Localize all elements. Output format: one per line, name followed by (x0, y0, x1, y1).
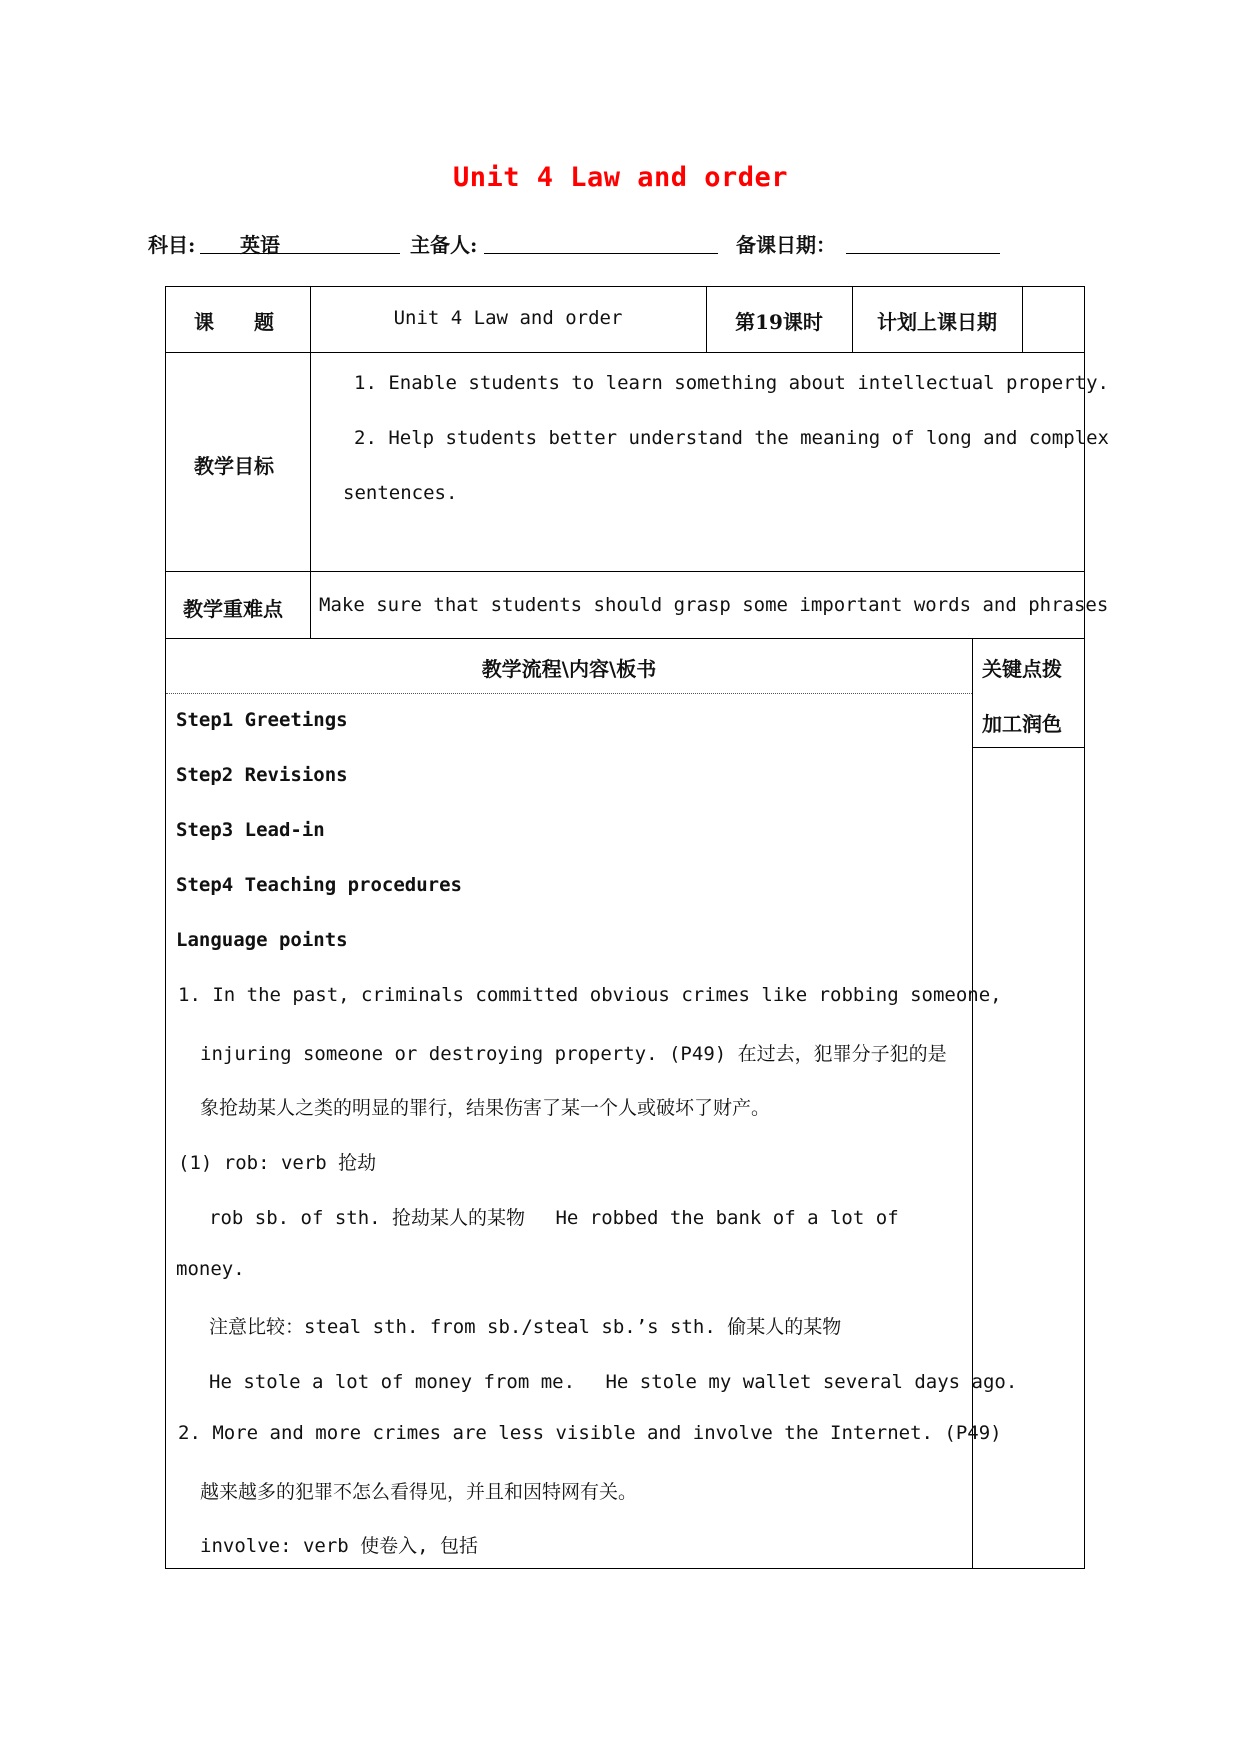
goal-2: 2. Help students better understand the meaning of long and complex (354, 427, 1109, 449)
goal-1: 1. Enable students to learn something about intellectual property. (354, 372, 1109, 394)
point-1-line-3: 象抢劫某人之类的明显的罪行，结果伤害了某一个人或破坏了财产。 (200, 1097, 771, 1119)
row-divider (165, 638, 1085, 639)
side-header-polish: 加工润色 (982, 712, 1062, 736)
side-header-divider (972, 747, 1085, 748)
goals-label: 教学目标 (194, 454, 274, 478)
point-2-line-2: 越来越多的犯罪不怎么看得见，并且和因特网有关。 (200, 1481, 638, 1503)
preparer-label: 主备人: (410, 233, 478, 257)
compare-note: 注意比较：steal sth. from sb./steal sb.’s sth. 偷某人的某物 (209, 1316, 842, 1338)
rob-definition: (1) rob: verb 抢劫 (178, 1152, 377, 1174)
subject-label: 科目: (148, 233, 196, 257)
step-3: Step3 Lead-in (176, 819, 325, 841)
planned-date-value (1022, 286, 1085, 352)
document-title: Unit 4 Law and order (452, 162, 789, 193)
rob-usage: rob sb. of sth. 抢劫某人的某物 He robbed the bank of a lot of (209, 1207, 899, 1229)
point-1-line-1: 1. In the past, criminals committed obvious crimes like robbing someone, (178, 984, 1002, 1006)
dotted-divider (166, 693, 972, 694)
lesson-number: 第19课时 (735, 310, 823, 334)
step-4: Step4 Teaching procedures (176, 874, 462, 896)
side-header-key: 关键点拨 (982, 657, 1062, 681)
point-1-line-2: injuring someone or destroying property. (P49) 在过去，犯罪分子犯的是 (200, 1043, 947, 1065)
row-divider (165, 352, 1085, 353)
planned-date-label: 计划上课日期 (877, 310, 997, 334)
step-1: Step1 Greetings (176, 709, 348, 731)
goal-2-continued: sentences. (343, 482, 458, 504)
header-fields (148, 229, 1028, 259)
process-header: 教学流程\内容\板书 (481, 657, 657, 681)
key-points-value: Make sure that students should grasp some important words and phrases (319, 594, 1109, 616)
row-divider (165, 571, 1085, 572)
topic-value: Unit 4 Law and order (393, 307, 623, 329)
col-divider (310, 286, 311, 638)
point-2-line-1: 2. More and more crimes are less visible and involve the Internet. (P49) (178, 1422, 1002, 1444)
involve-definition: involve: verb 使卷入, 包括 (200, 1535, 479, 1557)
step-2: Step2 Revisions (176, 764, 348, 786)
steal-examples: He stole a lot of money from me. He stole my wallet several days ago. (209, 1371, 1018, 1393)
language-points-heading: Language points (176, 929, 348, 951)
key-points-label: 教学重难点 (183, 597, 283, 621)
prep-date-label: 备课日期： (736, 233, 836, 257)
subject-field (200, 229, 400, 257)
subject-value: 英语 (240, 233, 280, 257)
rob-usage-continued: money. (176, 1258, 245, 1280)
topic-label: 课 题 (194, 310, 274, 334)
